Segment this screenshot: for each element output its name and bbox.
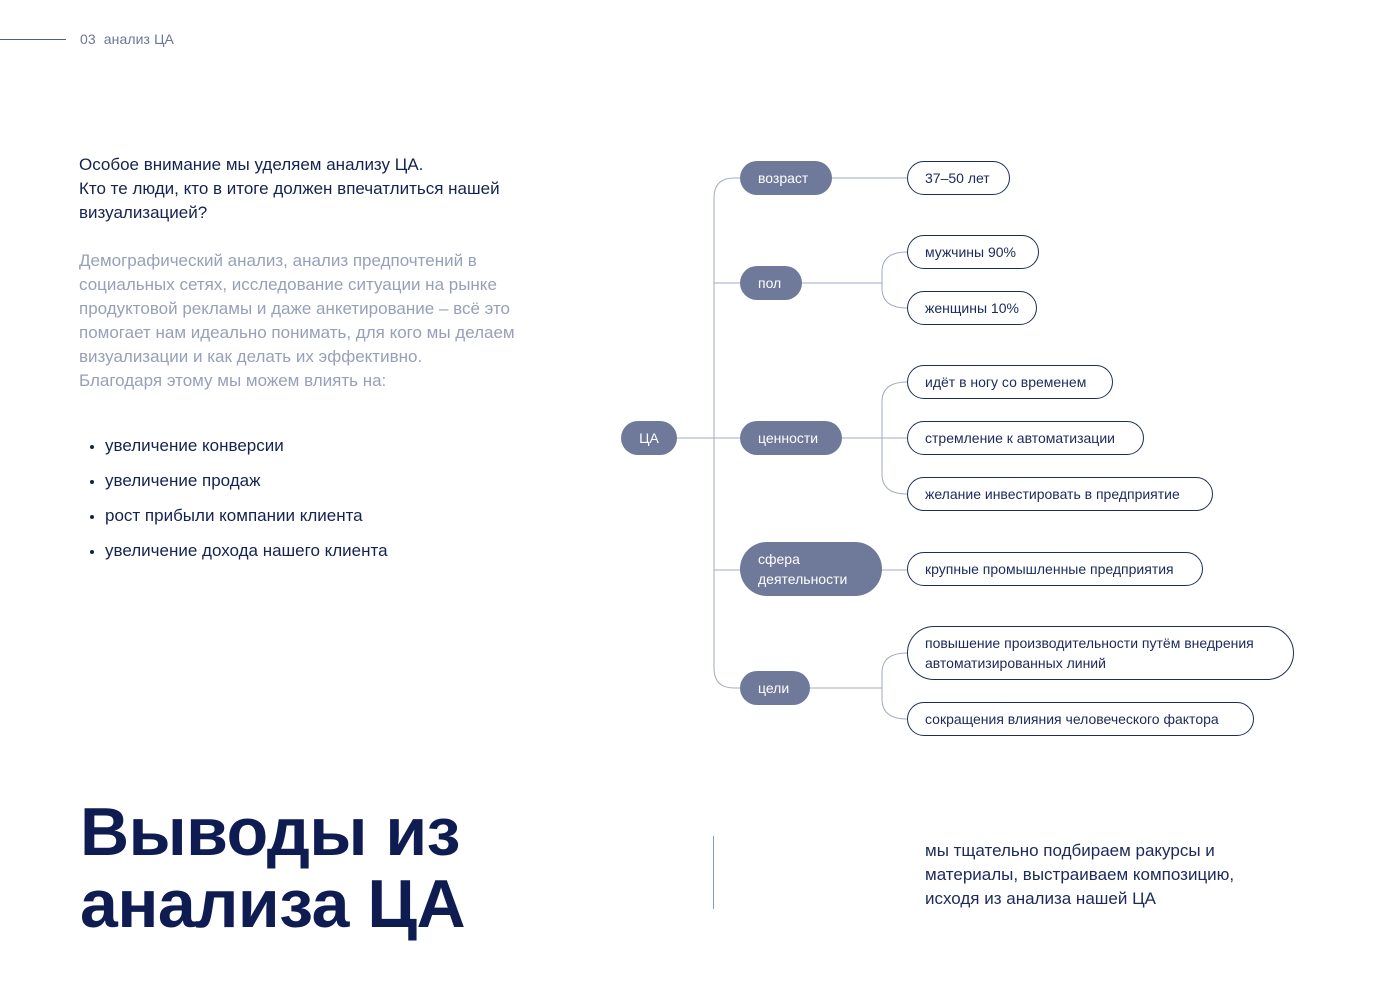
branch-values: ценности [740, 421, 842, 455]
leaf-goals-human-factor: сокращения влияния человеческого фактора [907, 702, 1254, 736]
leaf-bracket [882, 653, 907, 719]
leaf-bracket [882, 252, 907, 308]
list-item: увеличение конверсии [88, 434, 388, 458]
leaf-gender-male: мужчины 90% [907, 235, 1039, 269]
section-number: 03 [80, 31, 96, 47]
leaf-industry: крупные промышленные предприятия [907, 552, 1203, 586]
section-title: анализ ЦА [103, 31, 174, 47]
branch-industry-label: сфера деятельности [758, 551, 848, 587]
leaf-gender-female: женщины 10% [907, 291, 1037, 325]
intro-body: Демографический анализ, анализ предпочтений в социальных сетях, исследование ситуации на рынке продуктовой рекламы и даже анкетирование – всё это помогает нам идеально понимать, для кого мы делаем визуализации и как делать их эффективно. Благодаря этому мы можем влиять на: [79, 251, 515, 390]
list-item: увеличение продаж [88, 469, 388, 493]
leaf-values-invest: желание инвестировать в предприятие [907, 477, 1213, 511]
branch-trunk [714, 178, 740, 688]
leaf-age: 37–50 лет [907, 161, 1010, 195]
vertical-divider [713, 836, 714, 909]
leaf-values-automation: стремление к автоматизации [907, 421, 1144, 455]
leaf-goals-productivity [907, 626, 1294, 680]
list-item: увеличение дохода нашего клиента [88, 539, 388, 563]
branch-age: возраст [740, 161, 832, 195]
branch-gender: пол [740, 266, 802, 300]
branch-goals: цели [740, 671, 810, 705]
leaf-goals-productivity-label: повышение производительности путём внедрения автоматизированных линий [925, 635, 1254, 671]
branch-industry [740, 542, 882, 596]
mindmap-root: ЦА [621, 421, 677, 455]
list-item: рост прибыли компании клиента [88, 504, 388, 528]
intro-lead: Особое внимание мы уделяем анализу ЦА. Кто те люди, кто в итоге должен впечатлиться нашей визуализацией? [79, 155, 500, 222]
leaf-values-modern: идёт в ногу со временем [907, 365, 1113, 399]
page-headline: Выводы из анализа ЦА [80, 794, 466, 942]
conclusion-text: мы тщательно подбираем ракурсы и материалы, выстраиваем композицию, исходя из анализа нашей ЦА [925, 841, 1235, 908]
